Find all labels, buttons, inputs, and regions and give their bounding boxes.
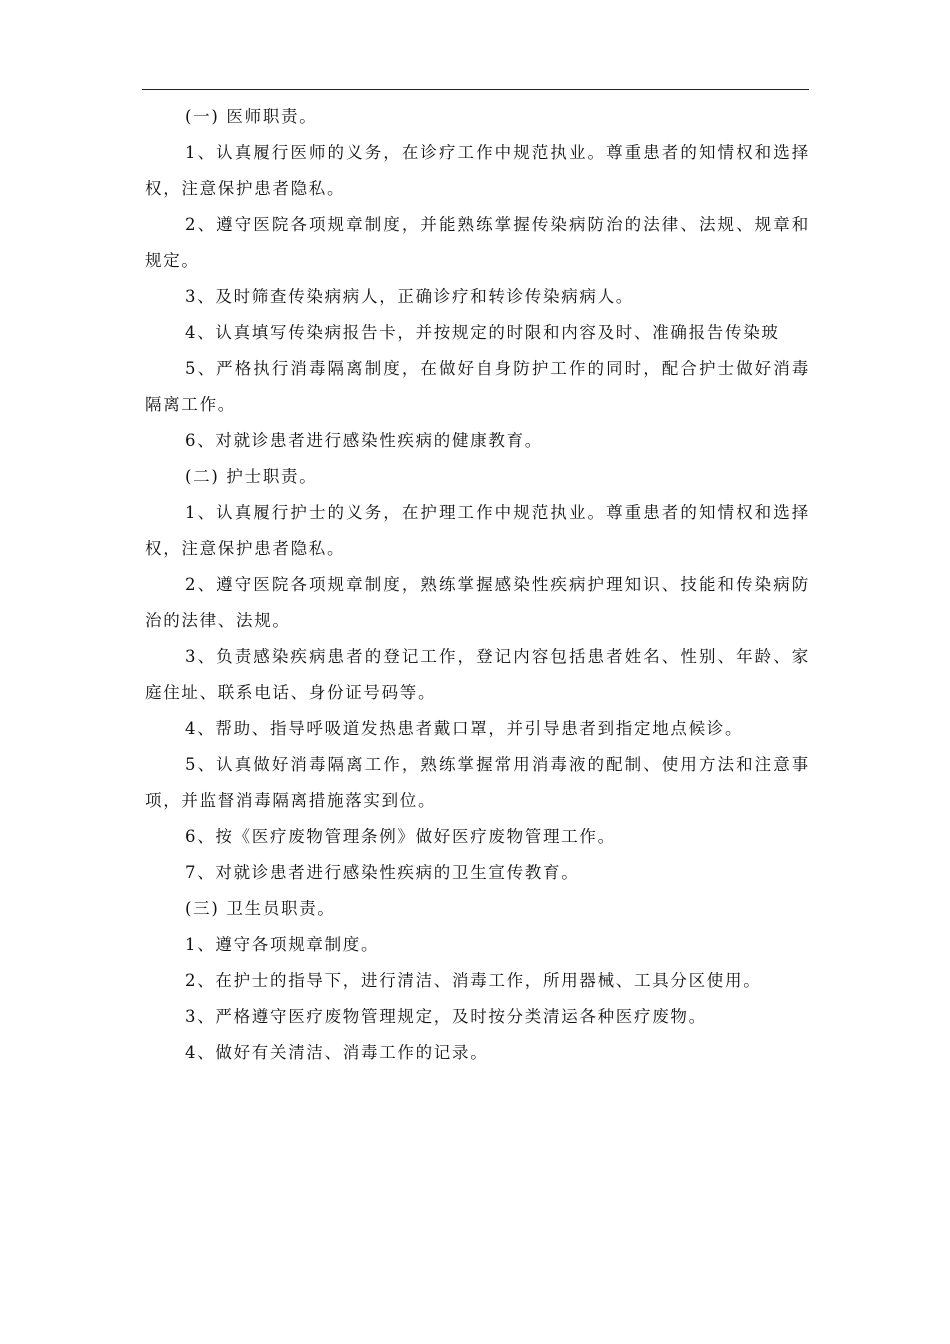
paragraph: 5、认真做好消毒隔离工作，熟练掌握常用消毒液的配制、使用方法和注意事项，并监督消毒隔离措施落实到位。 [145,755,810,810]
paragraph: 5、严格执行消毒隔离制度，在做好自身防护工作的同时，配合护士做好消毒隔离工作。 [145,359,810,414]
section-heading-nurse: (二) 护士职责。 [185,467,318,486]
paragraph: 3、及时筛查传染病病人，正确诊疗和转诊传染病病人。 [185,287,634,306]
paragraph: 2、遵守医院各项规章制度，熟练掌握感染性疾病护理知识、技能和传染病防治的法律、法规。 [145,575,810,630]
paragraph: 4、做好有关清洁、消毒工作的记录。 [185,1043,489,1062]
paragraph: 1、遵守各项规章制度。 [185,935,380,954]
paragraph: 2、遵守医院各项规章制度，并能熟练掌握传染病防治的法律、法规、规章和规定。 [145,215,810,270]
paragraph: 6、对就诊患者进行感染性疾病的健康教育。 [185,431,543,450]
paragraph: 4、认真填写传染病报告卡，并按规定的时限和内容及时、准确报告传染玻 [185,323,780,342]
paragraph: 1、认真履行医师的义务，在诊疗工作中规范执业。尊重患者的知情权和选择权，注意保护患者隐私。 [145,143,810,198]
paragraph: 2、在护士的指导下，进行清洁、消毒工作，所用器械、工具分区使用。 [185,971,762,990]
section-heading-sanitation-worker: (三) 卫生员职责。 [185,899,336,918]
paragraph: 1、认真履行护士的义务，在护理工作中规范执业。尊重患者的知情权和选择权，注意保护患者隐私。 [145,503,810,558]
section-heading-physician: (一) 医师职责。 [185,107,318,126]
paragraph: 3、负责感染疾病患者的登记工作，登记内容包括患者姓名、性别、年龄、家庭住址、联系电话、身份证号码等。 [145,647,810,702]
header-rule [142,89,809,90]
paragraph: 4、帮助、指导呼吸道发热患者戴口罩，并引导患者到指定地点候诊。 [185,719,744,738]
paragraph: 7、对就诊患者进行感染性疾病的卫生宣传教育。 [185,863,580,882]
paragraph: 3、严格遵守医疗废物管理规定，及时按分类清运各种医疗废物。 [185,1007,707,1026]
document-body [145,99,810,1071]
paragraph: 6、按《医疗废物管理条例》做好医疗废物管理工作。 [185,827,616,846]
